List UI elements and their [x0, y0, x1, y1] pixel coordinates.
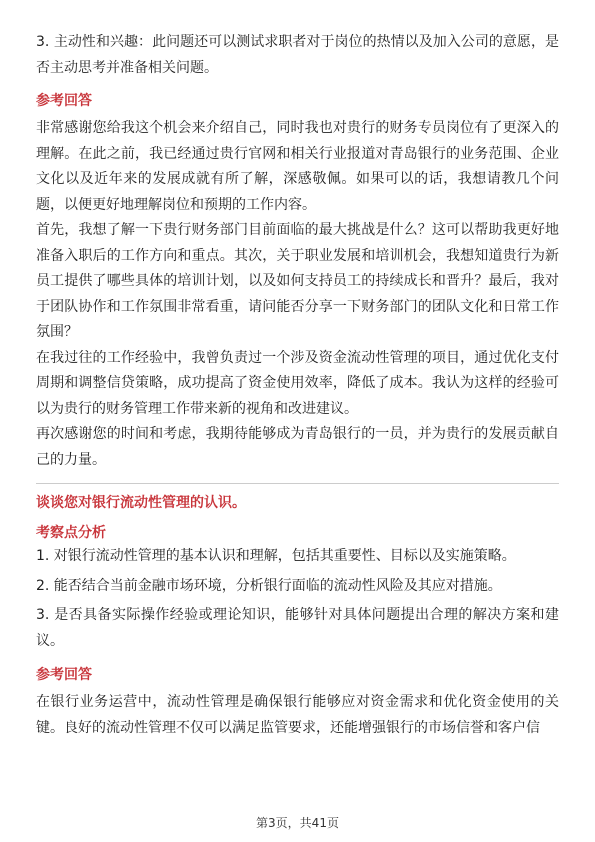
answer-paragraph: 在银行业务运营中，流动性管理是确保银行能够应对资金需求和优化资金使用的关键。良好的流动性管理不仅可以满足监管要求，还能增强银行的市场信誉和客户信 — [36, 694, 559, 736]
interview-question: 谈谈您对银行流动性管理的认识。 — [36, 495, 246, 511]
analysis-heading: 考察点分析 — [36, 525, 106, 541]
page-number: 第3页，共41页 — [256, 816, 339, 830]
analysis-item: 2. 能否结合当前金融市场环境，分析银行面临的流动性风险及其应对措施。 — [36, 577, 502, 594]
document-page — [36, 30, 559, 741]
answer-paragraph: 首先，我想了解一下贵行财务部门目前面临的最大挑战是什么？这可以帮助我更好地准备入职后的工作方向和重点。其次，关于职业发展和培训机会，我想知道贵行为新员工提供了哪些具体的培训计划，以及如何支持员工的持续成长和晋升？最后，我对于团队协作和工作氛围非常看重，请问能否分享一下财务部门的团队文化和日常工作氛围？ — [36, 222, 559, 340]
analysis-item: 3. 是否具备实际操作经验或理论知识，能够针对具体问题提出合理的解决方案和建议。 — [36, 607, 559, 649]
answer-paragraph: 再次感谢您的时间和考虑，我期待能够成为青岛银行的一员，并为贵行的发展贡献自己的力量。 — [36, 426, 559, 468]
answer-paragraph: 在我过往的工作经验中，我曾负责过一个涉及资金流动性管理的项目，通过优化支付周期和调整信贷策略，成功提高了资金使用效率，降低了成本。我认为这样的经验可以为贵行的财务管理工作带来新的视角和改进建议。 — [36, 349, 559, 417]
reference-answer-heading: 参考回答 — [36, 667, 92, 683]
reference-answer-heading: 参考回答 — [36, 93, 92, 109]
section-divider — [36, 483, 559, 484]
analysis-point-3: 3. 主动性和兴趣：此问题还可以测试求职者对于岗位的热情以及加入公司的意愿，是否主动思考并准备相关问题。 — [36, 34, 559, 76]
answer-paragraph: 非常感谢您给我这个机会来介绍自己，同时我也对贵行的财务专员岗位有了更深入的理解。在此之前，我已经通过贵行官网和相关行业报道对青岛银行的业务范围、企业文化以及近年来的发展成就有所了解，深感敬佩。如果可以的话，我想请教几个问题，以便更好地理解岗位和预期的工作内容。 — [36, 120, 559, 213]
analysis-item: 1. 对银行流动性管理的基本认识和理解，包括其重要性、目标以及实施策略。 — [36, 548, 516, 564]
